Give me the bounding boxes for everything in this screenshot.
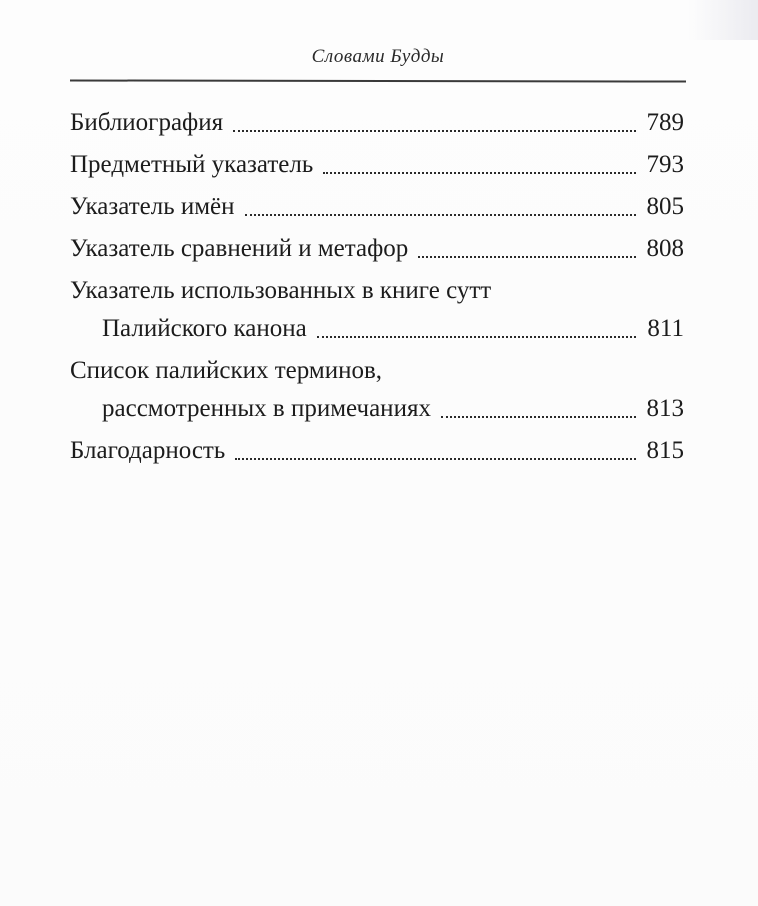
dot-leader <box>233 129 636 132</box>
toc-entry-title-line2: рассмотренных в примечаниях <box>102 395 431 422</box>
toc-entry-title: Предметный указатель <box>70 151 314 178</box>
toc-entry-title-line1: Список палийских терминов, <box>70 357 382 384</box>
toc-entry-title: Благодарность <box>70 437 226 464</box>
toc-entry-page: 808 <box>646 235 684 262</box>
dot-leader <box>245 213 636 216</box>
page-corner-shade <box>688 0 758 40</box>
header-rule <box>70 79 686 82</box>
toc-entry-page: 815 <box>646 437 684 464</box>
toc-entry-continuation <box>70 390 684 428</box>
dot-leader <box>441 415 636 418</box>
toc-entry[interactable] <box>70 272 684 348</box>
toc-entry[interactable] <box>70 188 684 226</box>
toc-entry-title-line1: Указатель использованных в книге сутт <box>70 277 492 304</box>
toc-entry[interactable] <box>70 352 684 428</box>
dot-leader <box>418 255 636 258</box>
toc-entry[interactable] <box>70 104 684 142</box>
dot-leader <box>317 335 636 338</box>
toc-entry[interactable] <box>70 146 684 184</box>
toc-entry-title: Библиография <box>70 109 224 136</box>
dot-leader <box>235 457 636 460</box>
toc-entry-page: 813 <box>646 395 684 422</box>
toc-entry-page: 793 <box>646 151 684 178</box>
dot-leader <box>323 171 636 174</box>
toc-entry-title: Указатель имён <box>70 193 235 220</box>
table-of-contents <box>70 104 684 470</box>
toc-entry[interactable] <box>70 432 684 470</box>
toc-entry-title-line2: Палийского канона <box>102 315 307 342</box>
toc-entry-continuation <box>70 310 684 348</box>
toc-entry[interactable] <box>70 230 684 268</box>
toc-entry-page: 811 <box>647 315 684 342</box>
toc-entry-title: Указатель сравнений и метафор <box>70 235 409 262</box>
running-header: Словами Будды <box>311 46 445 67</box>
toc-entry-page: 789 <box>646 109 684 136</box>
toc-entry-page: 805 <box>646 193 684 220</box>
